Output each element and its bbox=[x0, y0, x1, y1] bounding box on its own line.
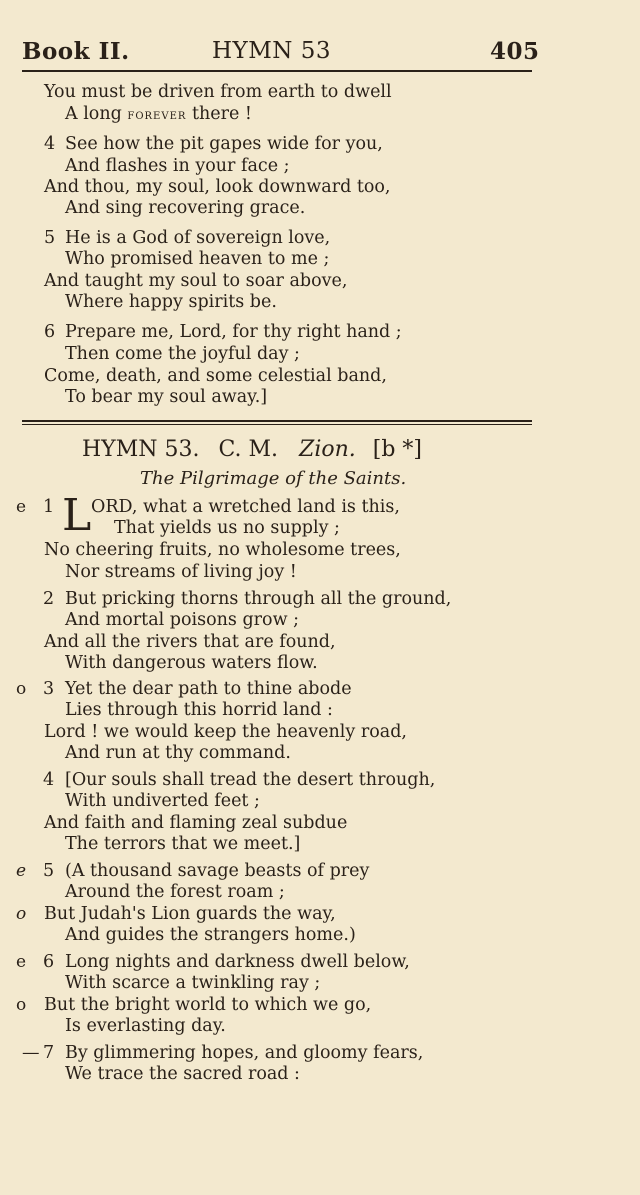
verse-line: We trace the sacred road : bbox=[65, 1064, 300, 1084]
dynamic-mark: — bbox=[22, 1043, 40, 1063]
hymn-meter: C. M. bbox=[218, 437, 279, 462]
verse-line: That yields us no supply ; bbox=[114, 518, 340, 538]
hymn-number: HYMN 53. bbox=[82, 437, 200, 462]
running-head: HYMN 53 bbox=[212, 38, 331, 64]
verse-line: Prepare me, Lord, for thy right hand ; bbox=[65, 322, 402, 342]
verse-line: ORD, what a wretched land is this, bbox=[91, 497, 400, 517]
header-rule bbox=[22, 70, 532, 72]
verse-line: To bear my soul away.] bbox=[65, 387, 268, 407]
verse-line: With dangerous waters flow. bbox=[65, 653, 318, 673]
dynamic-mark: o bbox=[16, 679, 27, 699]
verse-line: And sing recovering grace. bbox=[65, 198, 306, 218]
verse-line: By glimmering hopes, and gloomy fears, bbox=[65, 1043, 424, 1063]
verse-line: No cheering fruits, no wholesome trees, bbox=[44, 540, 401, 560]
verse-number: 1 bbox=[43, 497, 55, 517]
verse-line: Is everlasting day. bbox=[65, 1016, 226, 1036]
verse-number: 6 bbox=[44, 322, 56, 342]
dynamic-mark: o bbox=[16, 904, 27, 924]
verse-line: And faith and flaming zeal subdue bbox=[44, 813, 348, 833]
verse-number: 4 bbox=[44, 134, 56, 154]
verse-line: And all the rivers that are found, bbox=[44, 632, 336, 652]
verse-line: But Judah's Lion guards the way, bbox=[44, 904, 336, 924]
verse-line: And run at thy command. bbox=[65, 743, 291, 763]
verse-number: 4 bbox=[43, 770, 55, 790]
verse-line: Lies through this horrid land : bbox=[65, 700, 333, 720]
page-number: 405 bbox=[490, 38, 540, 65]
verse-line: He is a God of sovereign love, bbox=[65, 228, 331, 248]
page-header bbox=[22, 38, 540, 70]
dynamic-mark: e bbox=[16, 497, 27, 517]
hymn-tune: Zion. bbox=[299, 437, 356, 462]
verse-line: And taught my soul to soar above, bbox=[44, 271, 348, 291]
verse-line: Long nights and darkness dwell below, bbox=[65, 952, 410, 972]
verse-number: 6 bbox=[43, 952, 55, 972]
verse-number: 2 bbox=[43, 589, 55, 609]
verse-line: And guides the strangers home.) bbox=[65, 925, 356, 945]
book-label: Book II. bbox=[22, 38, 130, 65]
verse-line: With undiverted feet ; bbox=[65, 791, 260, 811]
verse-number: 5 bbox=[44, 228, 56, 248]
hymn-key: [b *] bbox=[372, 437, 423, 462]
dynamic-mark: o bbox=[16, 995, 27, 1015]
verse-number: 5 bbox=[43, 861, 55, 881]
verse-line: Who promised heaven to me ; bbox=[65, 249, 330, 269]
verse-line: Lord ! we would keep the heavenly road, bbox=[44, 722, 407, 742]
hymn-title bbox=[82, 437, 422, 462]
verse-line: And thou, my soul, look downward too, bbox=[44, 177, 391, 197]
verse-line: But pricking thorns through all the ground, bbox=[65, 589, 452, 609]
dynamic-mark: e bbox=[16, 861, 27, 881]
hymn-subtitle: The Pilgrimage of the Saints. bbox=[140, 468, 407, 489]
verse-line: Around the forest roam ; bbox=[65, 882, 285, 902]
verse-number: 7 bbox=[43, 1043, 55, 1063]
verse-line: You must be driven from earth to dwell bbox=[44, 82, 392, 102]
verse-line: Nor streams of living joy ! bbox=[65, 562, 297, 582]
verse-line: (A thousand savage beasts of prey bbox=[65, 861, 370, 881]
verse-line: [Our souls shall tread the desert through, bbox=[65, 770, 436, 790]
verse-line: The terrors that we meet.] bbox=[65, 834, 301, 854]
section-rule bbox=[22, 420, 532, 422]
verse-line: And mortal poisons grow ; bbox=[65, 610, 300, 630]
section-rule-thin bbox=[22, 424, 532, 425]
verse-line: And flashes in your face ; bbox=[65, 156, 290, 176]
verse-line: But the bright world to which we go, bbox=[44, 995, 372, 1015]
verse-number: 3 bbox=[43, 679, 55, 699]
verse-line: Then come the joyful day ; bbox=[65, 344, 300, 364]
dynamic-mark: e bbox=[16, 952, 27, 972]
verse-line: Come, death, and some celestial band, bbox=[44, 366, 387, 386]
drop-cap: L bbox=[62, 490, 92, 541]
verse-line: With scarce a twinkling ray ; bbox=[65, 973, 321, 993]
verse-line: A long forever there ! bbox=[65, 104, 252, 124]
verse-line: Where happy spirits be. bbox=[65, 292, 277, 312]
verse-line: Yet the dear path to thine abode bbox=[65, 679, 352, 699]
verse-line: See how the pit gapes wide for you, bbox=[65, 134, 383, 154]
